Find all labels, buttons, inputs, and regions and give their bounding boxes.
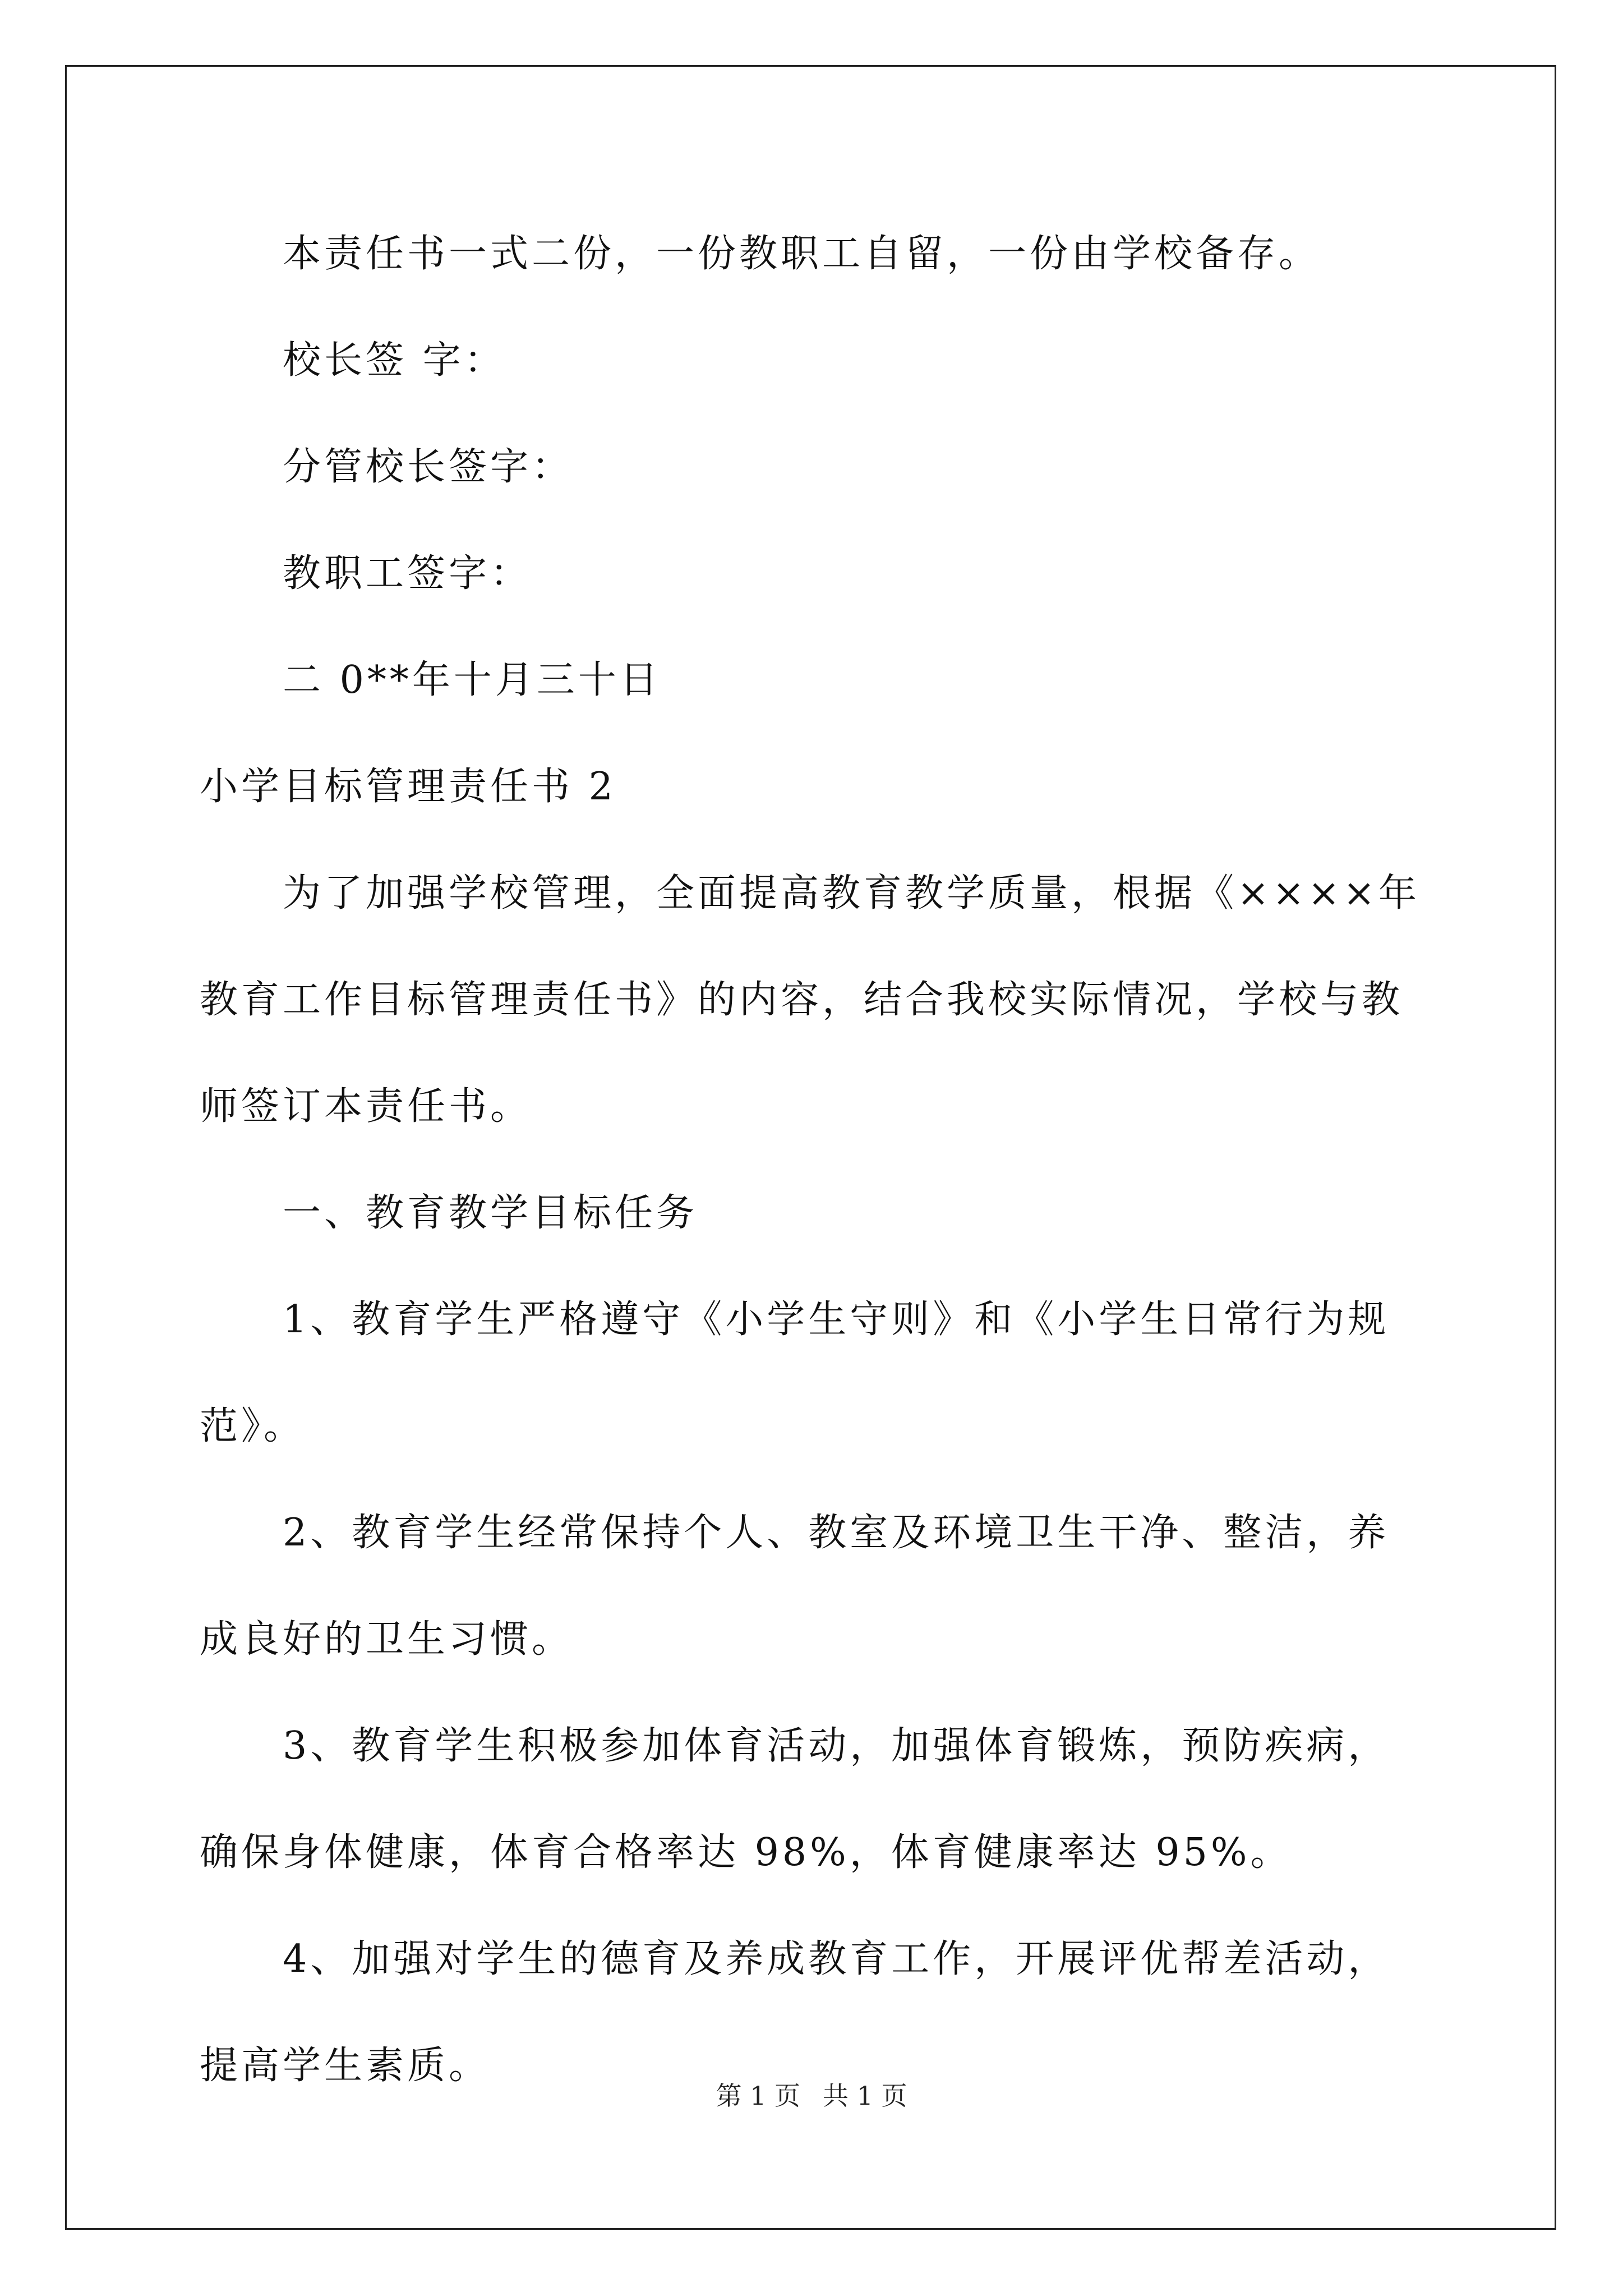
paragraph-vice-principal-signature: 分管校长签字：: [283, 445, 574, 489]
section-title: 小学目标管理责任书 2: [200, 765, 616, 809]
paragraph-date: 二 0**年十月三十日: [283, 658, 661, 702]
section-heading-goals: 一、教育教学目标任务: [283, 1191, 698, 1235]
paragraph-intro: 为了加强学校管理，全面提高教育教学质量，根据《××××年教育工作目标管理责任书》的内容，结合我校实际情况，学校与教师签订本责任书。: [200, 871, 1420, 1129]
page-footer: [0, 2079, 1623, 2113]
list-item-4: 4、加强对学生的德育及养成教育工作，开展评优帮差活动，提高学生素质。: [200, 1937, 1390, 2088]
paragraph-copies-note: 本责任书一式二份，一份教职工自留，一份由学校备存。: [283, 232, 1321, 276]
list-item-2: 2、教育学生经常保持个人、教室及环境卫生干净、整洁，养成良好的卫生习惯。: [200, 1511, 1390, 1662]
document-body: [200, 201, 1428, 2119]
page-number: 第 1 页: [716, 2081, 800, 2111]
paragraph-staff-signature: 教职工签字：: [283, 551, 532, 596]
page-total: 共 1 页: [823, 2081, 907, 2111]
list-item-1: 1、教育学生严格遵守《小学生守则》和《小学生日常行为规范》。: [200, 1297, 1390, 1448]
paragraph-principal-signature: 校长签 字：: [283, 338, 506, 383]
list-item-3: 3、教育学生积极参加体育活动，加强体育锻炼，预防疾病，确保身体健康，体育合格率达 98%，体育健康率达 95%。: [200, 1724, 1390, 1875]
